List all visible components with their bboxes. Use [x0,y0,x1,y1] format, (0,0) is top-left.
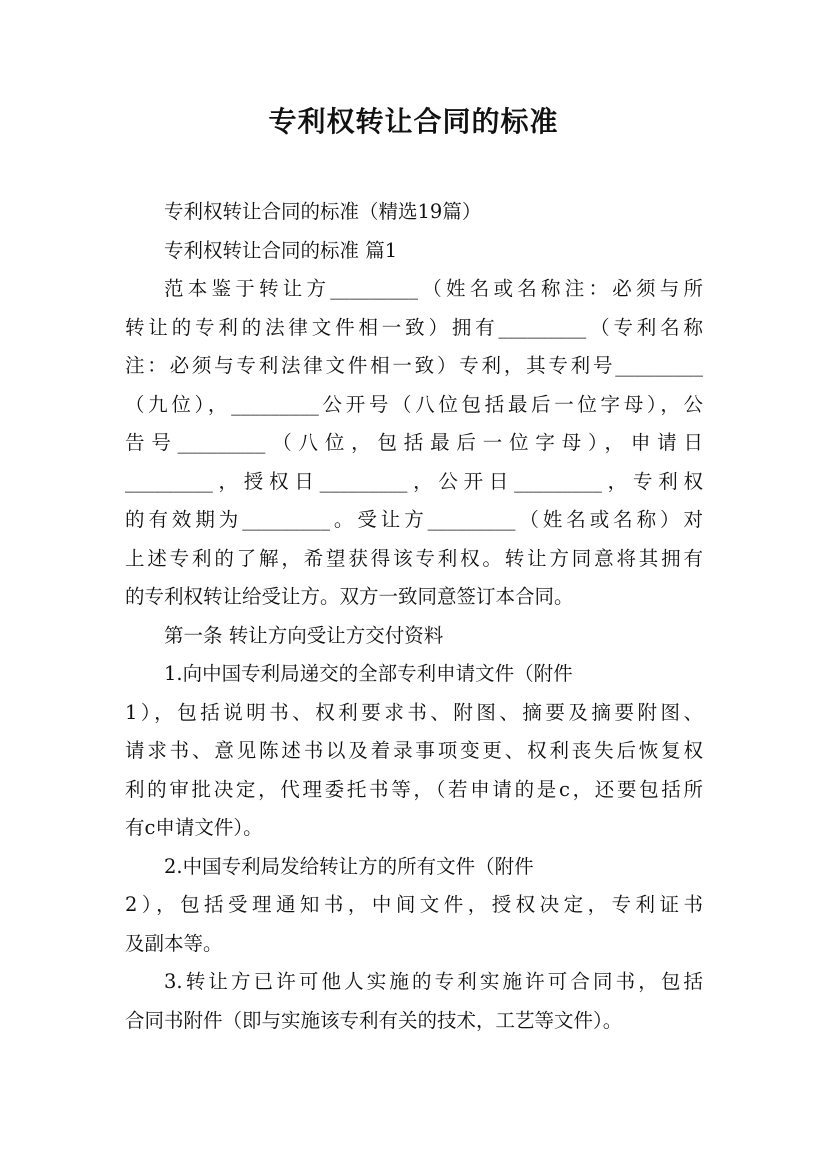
item-2-line: 2.中国专利局发给转让方的所有文件（附件 [164,854,534,878]
preamble-line: 告号_________（八位，包括最后一位字母），申请日 [125,431,703,454]
item-1-line: 1.向中国专利局递交的全部专利申请文件（附件 [164,662,573,685]
item-1-paragraph [125,655,703,848]
item-1-line: 请求书、意见陈述书以及着录事项变更、权利丧失后恢复权 [125,739,703,762]
item-1-line: 利的审批决定，代理委托书等，（若申请的是c，还要包括所 [125,777,703,801]
preamble-line: 范本鉴于转让方_________（姓名或名称注：必须与所 [164,277,703,300]
item-2-line: 及副本等。 [125,931,223,955]
preamble-line: 上述专利的了解，希望获得该专利权。转让方同意将其拥有 [125,546,703,570]
document-title: 专利权转让合同的标准 [268,105,559,138]
item-1-line: 有c申请文件）。 [125,816,263,839]
preamble-line: 转让的专利的法律文件相一致）拥有_________（专利名称 [125,315,703,339]
item-3-paragraph [125,963,703,1040]
preamble-line: 的专利权转让给受让方。双方一致同意签订本合同。 [125,585,574,608]
article-1-heading: 第一条 转让方向受让方交付资料 [164,623,444,647]
preamble-paragraph [125,270,703,617]
preamble-line: 注：必须与专利法律文件相一致）专利，其专利号_________ [125,354,703,377]
item-3-line: 合同书附件（即与实施该专利有关的技术，工艺等文件）。 [125,1008,623,1032]
item-3-line: 3.转让方已许可他人实施的专利实施许可合同书，包括 [164,970,703,993]
item-2-line: 2），包括受理通知书，中间文件，授权决定，专利证书 [125,893,703,916]
preamble-line: _________，授权日_________，公开日_________，专利权 [125,469,703,493]
item-2-paragraph [125,848,703,964]
subtitle: 专利权转让合同的标准（精选19篇） [164,200,482,223]
section-heading: 专利权转让合同的标准 篇1 [164,238,398,262]
document-body [125,193,703,1040]
preamble-line: （九位），_________公开号（八位包括最后一位字母），公 [125,392,703,416]
item-1-line: 1），包括说明书、权利要求书、附图、摘要及摘要附图、 [125,700,703,724]
preamble-line: 的有效期为_________。受让方_________（姓名或名称）对 [125,508,703,531]
